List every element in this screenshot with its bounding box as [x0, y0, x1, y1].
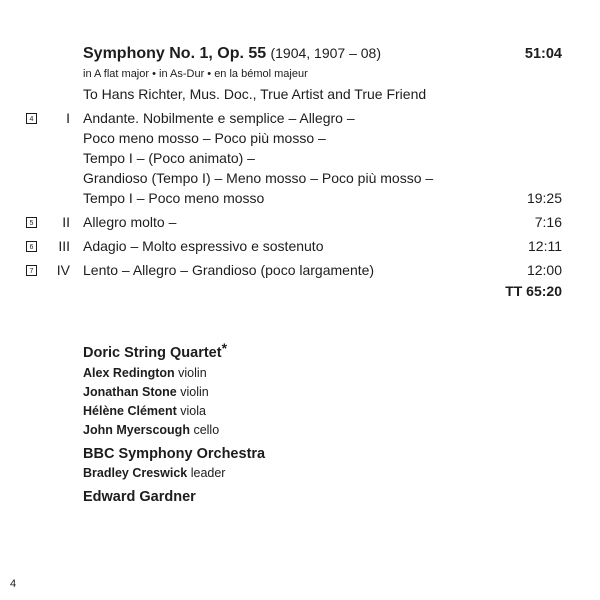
movement-line: Andante. Nobilmente e semplice – Allegro –	[83, 110, 355, 126]
performer-name: Alex Redington	[83, 366, 175, 380]
leader-name: Bradley Creswick	[83, 466, 188, 480]
work-duration: 51:04	[524, 46, 562, 62]
work-key: in A flat major • in As-Dur • en la bémol majeur	[83, 68, 308, 80]
movement-line: Lento – Allegro – Grandioso (poco largamente)	[83, 262, 375, 278]
quartet-name: Doric String Quartet	[83, 345, 222, 361]
work-title: Symphony No. 1, Op. 55	[83, 45, 267, 62]
performer-role: cello	[193, 423, 220, 437]
leader-role: leader	[190, 466, 226, 480]
performer-role: violin	[180, 385, 209, 399]
movement-duration: 12:11	[528, 238, 562, 254]
orchestra-name: BBC Symphony Orchestra	[83, 446, 266, 462]
quartet-footnote-mark: *	[221, 340, 228, 356]
total-time: TT 65:20	[505, 283, 562, 299]
track-number-box: 5	[26, 217, 37, 228]
performer-name: Jonathan Stone	[83, 385, 177, 399]
page-number: 4	[10, 578, 17, 590]
quartet-name-line	[83, 340, 228, 361]
movement-duration: 12:00	[526, 262, 562, 278]
movement-duration: 19:25	[526, 190, 562, 206]
track-number-box: 4	[26, 113, 37, 124]
work-years: (1904, 1907 – 08)	[270, 45, 381, 61]
performer-role: violin	[178, 366, 207, 380]
track-number-box: 7	[26, 265, 37, 276]
work-heading	[83, 45, 381, 63]
movement-numeral: II	[62, 214, 70, 230]
performer-line	[83, 366, 207, 380]
movement-line: Allegro molto –	[83, 214, 177, 230]
performer-name: Hélène Clément	[83, 404, 177, 418]
performer-name: John Myerscough	[83, 423, 190, 437]
movement-numeral: IV	[56, 262, 70, 278]
movement-numeral: I	[66, 110, 70, 126]
movement-line: Tempo I – Poco meno mosso	[83, 190, 265, 206]
work-dedication: To Hans Richter, Mus. Doc., True Artist and True Friend	[83, 86, 427, 102]
performer-line	[83, 423, 219, 437]
track-number-box: 6	[26, 241, 37, 252]
performer-line	[83, 404, 206, 418]
movement-line: Tempo I – (Poco animato) –	[83, 150, 255, 166]
movement-line: Grandioso (Tempo I) – Meno mosso – Poco più mosso –	[83, 170, 434, 186]
movement-line: Adagio – Molto espressivo e sostenuto	[83, 238, 324, 254]
movement-line: Poco meno mosso – Poco più mosso –	[83, 130, 326, 146]
movement-numeral: III	[58, 238, 70, 254]
conductor-name: Edward Gardner	[83, 489, 196, 505]
performer-line	[83, 385, 209, 399]
performer-role: viola	[180, 404, 206, 418]
movement-duration: 7:16	[534, 214, 562, 230]
performer-line	[83, 466, 225, 480]
